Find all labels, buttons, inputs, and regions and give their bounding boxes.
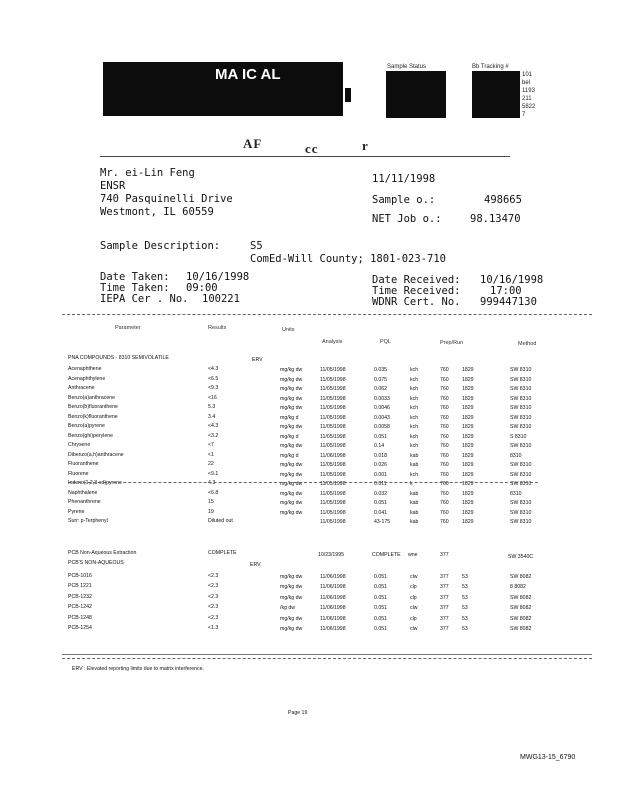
- cell-prep: 760: [440, 376, 449, 383]
- cell-units: mg/kg dw: [280, 443, 303, 449]
- cell-prep: 377: [440, 584, 449, 591]
- cell-pql: 0.018: [374, 452, 387, 459]
- cell-prep: 760: [440, 405, 449, 411]
- cell-method: SW 8310: [510, 386, 532, 392]
- cell-analyst: kab: [410, 509, 419, 516]
- pcb-extraction-method: SW 3540C: [508, 554, 534, 560]
- report-title-frag-2: r: [362, 138, 369, 153]
- cell-method: S 8310: [510, 433, 527, 440]
- cell-prep: 760: [440, 462, 449, 468]
- cell-method: SW 8310: [510, 519, 532, 525]
- cell-analyst: kab: [410, 500, 419, 506]
- cell-parameter: Naphthalene: [68, 489, 98, 496]
- cell-parameter: PCB-1254: [68, 625, 92, 631]
- cell-result: <3.2: [208, 432, 219, 439]
- cell-analysis-date: 11/06/1998: [320, 574, 346, 580]
- cell-units: mg/kg dw: [280, 490, 303, 497]
- cell-parameter: Fluorene: [68, 470, 89, 477]
- net-job-no: 98.13470: [470, 213, 521, 225]
- cell-prep: 760: [440, 481, 449, 487]
- cell-analyst: kch: [410, 376, 419, 383]
- cell-analysis-date: 11/05/1998: [320, 519, 346, 525]
- cell-pql: 0.0046: [374, 405, 390, 411]
- section-pcb-flag: ERV: [250, 562, 261, 568]
- address-name: Mr. ei-Lin Feng: [100, 167, 195, 179]
- cell-parameter: Phenanthrene: [68, 499, 101, 505]
- cell-result: <9.1: [208, 470, 219, 477]
- cell-parameter: PCB-1248: [68, 614, 92, 621]
- cell-units: mg/kg dw: [280, 584, 303, 591]
- cell-parameter: Chrysene: [68, 442, 91, 448]
- cell-analysis-date: 11/05/1998: [320, 376, 346, 383]
- cell-units: /kg dw: [280, 605, 295, 612]
- cell-pql: 0.035: [374, 367, 387, 373]
- cell-analyst: kch: [410, 443, 419, 449]
- cell-units: mg/kg dw: [280, 594, 303, 601]
- letterhead-mark: [345, 88, 351, 102]
- cell-method: SW 8310: [510, 405, 532, 411]
- cell-method: 8310: [510, 452, 522, 459]
- cell-run: 1829: [462, 414, 474, 421]
- cell-prep: 760: [440, 452, 449, 459]
- cell-pql: 0.051: [374, 584, 387, 591]
- cell-analysis-date: 11/05/1998: [320, 462, 346, 468]
- cell-method: SW 8310: [510, 424, 532, 430]
- address-company: ENSR: [100, 180, 126, 192]
- cell-units: mg/kg dw: [280, 471, 303, 478]
- cell-method: SW 8310: [510, 395, 532, 402]
- cell-prep: 377: [440, 615, 449, 622]
- cell-run: 1829: [462, 395, 474, 402]
- cell-run: 1829: [462, 500, 474, 506]
- cell-result: <2.3: [208, 604, 219, 611]
- cell-units: mg/kg dw: [280, 462, 303, 468]
- cell-pql: 0.051: [374, 615, 387, 622]
- cell-method: SW 8082: [510, 605, 532, 612]
- cell-parameter: Benzo(b)fluoranthene: [68, 404, 118, 410]
- cell-parameter: Benzo(k)fluoranthene: [68, 413, 118, 420]
- cell-analyst: kch: [410, 414, 419, 421]
- cell-analysis-date: 11/05/1998: [320, 471, 346, 478]
- cell-analysis-date: 11/06/1998: [320, 584, 346, 591]
- cell-method: SW 8082: [510, 626, 532, 632]
- redaction-box-1: [386, 71, 446, 118]
- time-taken: 09:00: [186, 282, 218, 294]
- cell-method: SW 8310: [510, 462, 532, 468]
- cell-analysis-date: 11/05/1998: [320, 433, 346, 440]
- cell-analysis-date: 11/05/1998: [320, 395, 346, 402]
- cell-analyst: clp: [410, 584, 417, 591]
- cell-pql: 0.032: [374, 490, 387, 497]
- cell-prep: 377: [440, 626, 449, 632]
- cell-units: mg/kg dw: [280, 574, 303, 580]
- cell-analysis-date: 11/05/1998: [320, 500, 346, 506]
- letterhead-logo-text: MA IC AL: [215, 66, 281, 83]
- cell-analysis-date: 11/05/1998: [320, 443, 346, 449]
- cell-method: SW 8082: [510, 615, 532, 622]
- cell-method: SW 8082: [510, 594, 532, 601]
- section-pna-flag: ERV: [252, 357, 263, 363]
- cell-prep: 760: [440, 500, 449, 506]
- cell-analysis-date: 11/05/1998: [320, 367, 346, 373]
- col-header-method: Method: [518, 341, 537, 347]
- cell-parameter: PCB 1221: [68, 583, 92, 590]
- cell-run: 1829: [462, 376, 474, 383]
- page-number: Page 19: [288, 710, 308, 716]
- cell-pql: 0.041: [374, 509, 387, 516]
- report-title-frag-1: cc: [305, 141, 319, 156]
- pcb-extraction-parameter: PCB Non-Aqueous Extraction: [68, 550, 137, 556]
- cell-run: 1829: [462, 509, 474, 516]
- cell-prep: 377: [440, 574, 449, 580]
- cell-units: mg/kg dw: [280, 500, 303, 506]
- redaction-box-2: [472, 71, 520, 118]
- date-received: 10/16/1998: [480, 274, 544, 286]
- cell-run: 1829: [462, 519, 474, 525]
- cell-analyst: clp: [410, 615, 417, 622]
- cell-method: SW 8310: [510, 509, 532, 516]
- cell-method: SW 8310: [510, 471, 532, 478]
- cell-result: 15: [208, 499, 214, 505]
- col-header-parameter: Parameter: [115, 325, 141, 331]
- cell-run: 1829: [462, 452, 474, 459]
- cell-pql: 0.051: [374, 574, 387, 580]
- cell-prep: 760: [440, 471, 449, 478]
- cell-result: <16: [208, 394, 217, 401]
- cell-run: 53: [462, 584, 468, 591]
- cell-method: SW 8310: [510, 443, 532, 449]
- cell-pql: 0.14: [374, 443, 385, 449]
- cell-analyst: k: [410, 481, 413, 487]
- cell-result: 5.3: [208, 404, 216, 410]
- cell-analysis-date: 11/05/1998: [320, 481, 346, 487]
- tracking-frag-4: 5822: [522, 104, 536, 110]
- cell-parameter: Acenaphthylene: [68, 375, 106, 382]
- cell-analyst: kch: [410, 405, 419, 411]
- cell-analyst: kab: [410, 452, 419, 459]
- document-id: MWG13-15_6790: [520, 754, 576, 761]
- cell-result: <2.3: [208, 593, 219, 600]
- cell-result: Diluted out: [208, 518, 233, 524]
- cell-run: 53: [462, 615, 468, 622]
- cell-run: 1829: [462, 433, 474, 440]
- cell-method: SW 8082: [510, 574, 532, 580]
- date-received-label: Date Received:: [372, 274, 461, 286]
- cell-result: <1: [208, 451, 214, 458]
- cell-units: mg/kg dw: [280, 424, 303, 430]
- cell-method: SW 8310: [510, 376, 532, 383]
- cell-parameter: PCB-1232: [68, 593, 92, 600]
- cell-prep: 760: [440, 433, 449, 440]
- cell-pql: 0.075: [374, 376, 387, 383]
- cell-analysis-date: 11/06/1998: [320, 594, 346, 601]
- cell-units: mg/kg dw: [280, 509, 303, 516]
- iepa-label: IEPA Cer . No.: [100, 293, 189, 305]
- col-header-prep: Prep/Run: [440, 340, 464, 346]
- sample-no: 498665: [484, 194, 522, 206]
- cell-prep: 760: [440, 414, 449, 421]
- cell-prep: 760: [440, 424, 449, 430]
- cell-prep: 760: [440, 395, 449, 402]
- col-header-units: Units: [282, 327, 295, 333]
- cell-analyst: clp: [410, 594, 417, 601]
- cell-method: SW 8310: [510, 481, 532, 487]
- cell-parameter: Indeno(1,2,3-cd)pyrene: [68, 480, 122, 486]
- cell-method: 8 8082: [510, 584, 526, 591]
- tracking-frag-2: 1193: [522, 88, 535, 94]
- cell-analyst: kch: [410, 471, 419, 478]
- tracking-frag-5: 7: [522, 112, 526, 118]
- cell-run: 53: [462, 594, 468, 601]
- cell-pql: 0.011: [374, 481, 387, 487]
- cell-units: mg/kg dw: [280, 615, 303, 622]
- cell-prep: 377: [440, 605, 449, 612]
- cell-analysis-date: 11/06/1998: [320, 615, 346, 622]
- cell-analyst: kch: [410, 395, 419, 402]
- cell-run: 53: [462, 605, 468, 612]
- cell-parameter: Dibenzo(a,h)anthracene: [68, 451, 124, 458]
- cell-analysis-date: 11/05/1998: [320, 414, 346, 421]
- cell-prep: 760: [440, 519, 449, 525]
- cell-analyst: kab: [410, 490, 419, 497]
- cell-run: 1829: [462, 367, 474, 373]
- tracking-label: Bb Tracking #: [472, 64, 509, 70]
- cell-run: 1829: [462, 481, 474, 487]
- cell-units: mg/kg d: [280, 452, 299, 459]
- pcb-extraction-date: 10/23/1995: [318, 552, 344, 558]
- cell-method: SW 8310: [510, 500, 532, 506]
- cell-units: mg/kg d: [280, 433, 299, 440]
- cell-result: <1.3: [208, 625, 219, 631]
- tracking-frag-3: 211: [522, 96, 532, 102]
- cell-parameter: Anthracene: [68, 385, 95, 391]
- cell-parameter: Benzo(a)pyrene: [68, 423, 105, 429]
- cell-run: 53: [462, 626, 468, 632]
- cell-result: 22: [208, 461, 214, 467]
- cell-result: <4.3: [208, 423, 219, 429]
- cell-parameter: Fluoranthene: [68, 461, 99, 467]
- cell-pql: 0.051: [374, 605, 387, 612]
- cell-pql: 0.051: [374, 500, 387, 506]
- cell-analysis-date: 11/05/1998: [320, 386, 346, 392]
- tracking-frag-0: 101: [522, 72, 533, 78]
- cell-run: 1829: [462, 443, 474, 449]
- sample-id: S5: [250, 240, 263, 252]
- time-received: 17:00: [490, 285, 522, 297]
- cell-analyst: clw: [410, 605, 418, 612]
- cell-analysis-date: 11/05/1998: [320, 509, 346, 516]
- cell-units: mg/kg dw: [280, 405, 303, 411]
- section-pcb-title: PCB'S NON-AQUEOUS: [68, 560, 124, 566]
- cell-analyst: kch: [410, 433, 419, 440]
- cell-pql: 0.0043: [374, 414, 390, 421]
- cell-prep: 760: [440, 509, 449, 516]
- cell-prep: 760: [440, 386, 449, 392]
- cell-prep: 760: [440, 443, 449, 449]
- cell-analyst: clw: [410, 626, 418, 632]
- cell-units: mg/kg dw: [280, 481, 303, 487]
- time-received-label: Time Received:: [372, 285, 461, 297]
- cell-analysis-date: 11/06/1998: [320, 452, 346, 459]
- address-city: Westmont, IL 60559: [100, 206, 214, 218]
- cell-analyst: clw: [410, 574, 418, 580]
- cell-result: <6.5: [208, 375, 219, 382]
- cell-units: mg/kg dw: [280, 626, 303, 632]
- cell-result: 4.3: [208, 480, 216, 486]
- cell-method: SW 8310: [510, 414, 532, 421]
- footnote: ERV : Elevated reporting limits due to matrix interference.: [72, 666, 204, 672]
- report-title-frag-0: AF: [243, 136, 263, 151]
- cell-analysis-date: 11/05/1998: [320, 424, 346, 430]
- cell-method: SW 8310: [510, 367, 532, 373]
- cell-units: mg/kg d: [280, 414, 299, 421]
- cell-method: 8310: [510, 490, 522, 497]
- cell-pql: 0.026: [374, 462, 387, 468]
- col-header-results: Results: [208, 325, 227, 331]
- cell-run: 1829: [462, 386, 474, 392]
- cell-analyst: kch: [410, 367, 419, 373]
- cell-result: <9.3: [208, 385, 219, 391]
- cell-pql: 0.0033: [374, 395, 390, 402]
- cell-parameter: Benzo(ghi)perylene: [68, 432, 113, 439]
- cell-pql: 0.062: [374, 386, 387, 392]
- col-header-analysis: Analysis: [322, 339, 343, 345]
- cell-result: <2.3: [208, 614, 219, 621]
- cell-parameter: Benzo(a)anthracene: [68, 394, 116, 401]
- cell-parameter: Pyrene: [68, 508, 85, 515]
- cell-analyst: kch: [410, 386, 419, 392]
- cell-run: 1829: [462, 471, 474, 478]
- cell-result: <6.8: [208, 489, 219, 496]
- date-taken-label: Date Taken:: [100, 271, 170, 283]
- cell-run: 1829: [462, 490, 474, 497]
- cell-analyst: kch: [410, 424, 419, 430]
- pcb-extraction-prep: 377: [440, 552, 449, 558]
- iepa-no: 100221: [202, 293, 240, 305]
- pcb-extraction-pql: COMPLETE: [372, 552, 401, 558]
- cell-result: 19: [208, 508, 214, 515]
- net-job-label: NET Job o.:: [372, 213, 442, 225]
- report-date: 11/11/1998: [372, 173, 436, 185]
- cell-analyst: kab: [410, 462, 419, 468]
- cell-parameter: Acenaphthene: [68, 366, 102, 372]
- date-taken: 10/16/1998: [186, 271, 250, 283]
- cell-result: 3.4: [208, 413, 216, 420]
- cell-analysis-date: 11/06/1998: [320, 605, 346, 612]
- col-header-pql: PQL: [380, 339, 392, 345]
- cell-analysis-date: 11/06/1998: [320, 626, 346, 632]
- cell-prep: 377: [440, 594, 449, 601]
- cell-result: <7: [208, 442, 214, 448]
- cell-prep: 760: [440, 490, 449, 497]
- pcb-extraction-analyst: wne: [408, 552, 418, 558]
- cell-run: 1829: [462, 424, 474, 430]
- cell-analyst: kab: [410, 519, 419, 525]
- cell-pql: 0.051: [374, 433, 387, 440]
- cell-result: <4.3: [208, 366, 219, 372]
- address-street: 740 Pasquinelli Drive: [100, 193, 233, 205]
- cell-pql: 43-175: [374, 519, 391, 525]
- cell-parameter: Surr: p-Terphenyl: [68, 518, 108, 524]
- cell-parameter: PCB-1016: [68, 573, 92, 579]
- cell-pql: 0.0058: [374, 424, 390, 430]
- cell-parameter: PCB-1242: [68, 604, 92, 611]
- time-taken-label: Time Taken:: [100, 282, 170, 294]
- cell-result: <2.3: [208, 583, 219, 590]
- cell-units: mg/kg dw: [280, 386, 303, 392]
- cell-analysis-date: 11/05/1998: [320, 490, 346, 497]
- cell-run: 53: [462, 574, 468, 580]
- cell-run: 1829: [462, 462, 474, 468]
- cell-result: <2.3: [208, 573, 219, 579]
- cell-analysis-date: 11/05/1998: [320, 405, 346, 411]
- sample-description-label: Sample Description:: [100, 240, 221, 252]
- tracking-frag-1: bel: [522, 80, 531, 86]
- pcb-extraction-result: COMPLETE: [208, 550, 237, 556]
- sample-status-label: Sample Status: [387, 64, 427, 70]
- cell-prep: 760: [440, 367, 449, 373]
- cell-pql: 0.051: [374, 626, 387, 632]
- sample-no-label: Sample o.:: [372, 194, 436, 206]
- wdnr-no: 999447130: [480, 296, 537, 308]
- cell-units: mg/kg dw: [280, 395, 303, 402]
- cell-pql: 0.051: [374, 594, 387, 601]
- sample-site: ComEd-Will County; 1801-023-710: [250, 253, 446, 265]
- wdnr-label: WDNR Cert. No.: [372, 296, 461, 308]
- cell-pql: 0.001: [374, 471, 387, 478]
- section-pna-title: PNA COMPOUNDS - 8310 SEMIVOLATILE: [68, 355, 169, 361]
- cell-run: 1829: [462, 405, 474, 411]
- cell-units: mg/kg dw: [280, 367, 303, 373]
- cell-units: mg/kg dw: [280, 376, 303, 383]
